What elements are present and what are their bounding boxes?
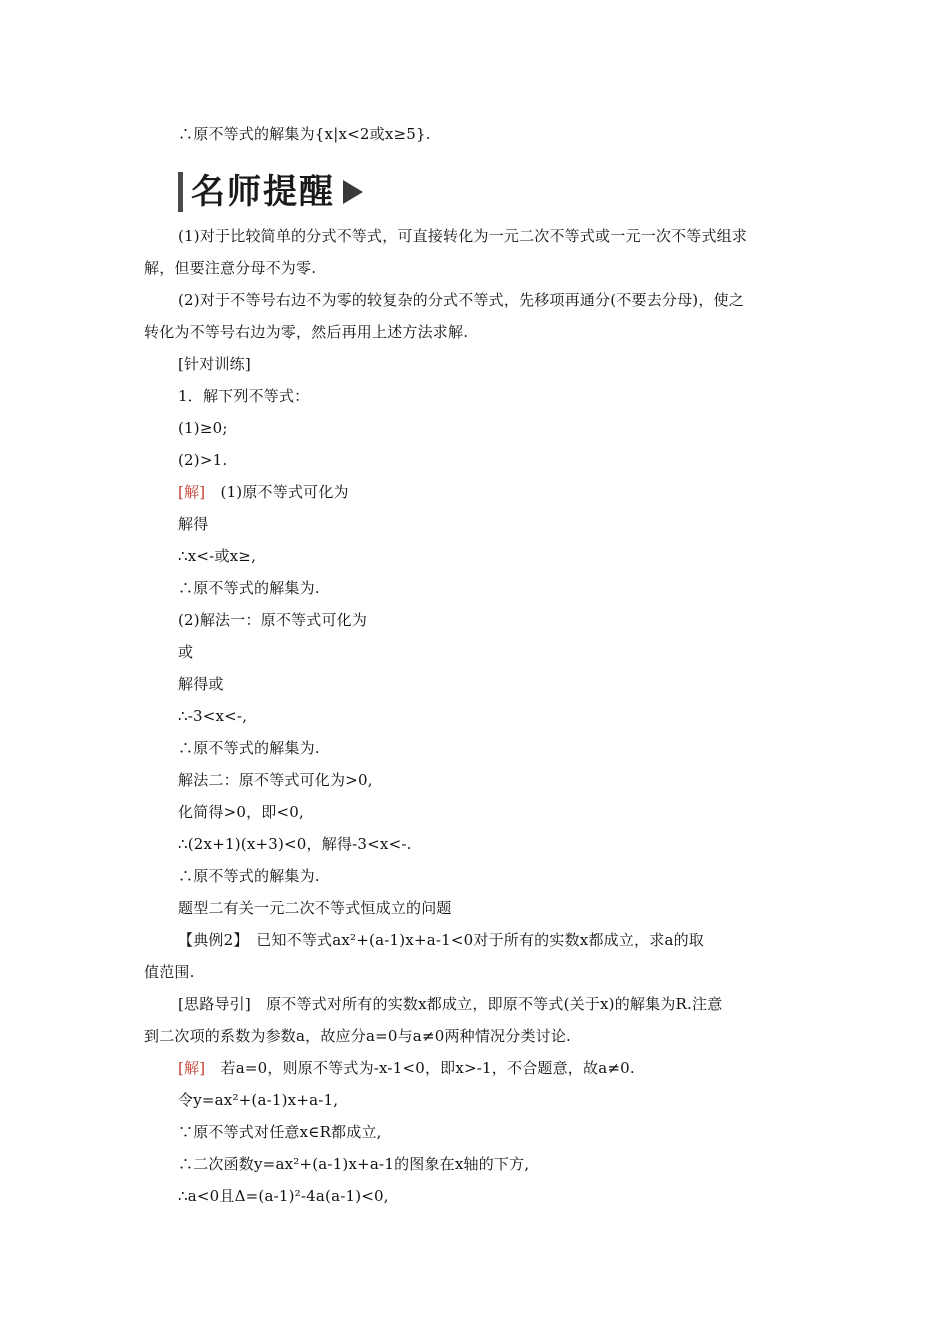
example-2-line-a: 【典例2】 已知不等式ax²+(a-1)x+a-1<0对于所有的实数x都成立，求a的取 <box>178 931 704 949</box>
type-2-title: 题型二有关一元二次不等式恒成立的问题 <box>178 899 452 917</box>
solution-step-13: ∴原不等式的解集为. <box>178 867 320 885</box>
question-1-part-2: (2)>1. <box>178 451 228 469</box>
solution-step-6: 或 <box>178 643 194 661</box>
solution-step-12: ∴(2x+1)(x+3)<0，解得-3<x<-. <box>178 835 412 853</box>
example-2-line-b: 值范围. <box>144 963 195 981</box>
guide-line-b: 到二次项的系数为参数a，故应分a=0与a≠0两种情况分类讨论. <box>144 1027 572 1045</box>
solution-set-line: ∴原不等式的解集为{x|x<2或x≥5}. <box>178 125 431 143</box>
solution-2-text: 若a=0，则原不等式为-x-1<0，即x>-1，不合题意，故a≠0. <box>205 1059 635 1077</box>
solution-2-step-4: ∴a<0且Δ=(a-1)²-4a(a-1)<0, <box>178 1187 389 1205</box>
tip-paragraph-2a: (2)对于不等号右边不为零的较复杂的分式不等式，先移项再通分(不要去分母)，使之 <box>178 291 744 309</box>
question-1-part-1: (1)≥0; <box>178 419 228 437</box>
tip-paragraph-2b: 转化为不等号右边为零，然后再用上述方法求解. <box>144 323 469 341</box>
solution-1-text: (1)原不等式可化为 <box>205 483 349 501</box>
solution-label: [解] <box>178 483 206 501</box>
solution-2-line <box>178 1058 635 1078</box>
teacher-tip-heading <box>178 168 363 216</box>
solution-step-7: 解得或 <box>178 675 224 693</box>
heading-title: 名师提醒 <box>191 172 335 212</box>
solution-step-8: ∴-3<x<-, <box>178 707 248 725</box>
solution-1-line <box>178 482 349 502</box>
tip-paragraph-1b: 解，但要注意分母不为零. <box>144 259 317 277</box>
training-label: [针对训练] <box>178 355 251 373</box>
tip-paragraph-1a: (1)对于比较简单的分式不等式，可直接转化为一元二次不等式或一元一次不等式组求 <box>178 227 748 245</box>
solution-step-5: (2)解法一：原不等式可化为 <box>178 611 368 629</box>
solution-step-3: ∴x<-或x≥, <box>178 547 257 565</box>
solution-2-step-2: ∵原不等式对任意x∈R都成立, <box>178 1123 382 1141</box>
solution-2-step-1: 令y=ax²+(a-1)x+a-1, <box>178 1091 339 1109</box>
solution-step-2: 解得 <box>178 515 209 533</box>
heading-bar-icon <box>178 172 183 212</box>
solution-2-step-3: ∴二次函数y=ax²+(a-1)x+a-1的图象在x轴的下方, <box>178 1155 530 1173</box>
guide-line-a: [思路导引] 原不等式对所有的实数x都成立，即原不等式(关于x)的解集为R.注意 <box>178 995 723 1013</box>
solution-step-4: ∴原不等式的解集为. <box>178 579 320 597</box>
solution-2-label: [解] <box>178 1059 206 1077</box>
triangle-right-icon <box>343 180 363 204</box>
solution-step-10: 解法二：原不等式可化为>0, <box>178 771 373 789</box>
solution-step-11: 化简得>0，即<0, <box>178 803 304 821</box>
question-1: 1．解下列不等式： <box>178 387 310 405</box>
solution-step-9: ∴原不等式的解集为. <box>178 739 320 757</box>
